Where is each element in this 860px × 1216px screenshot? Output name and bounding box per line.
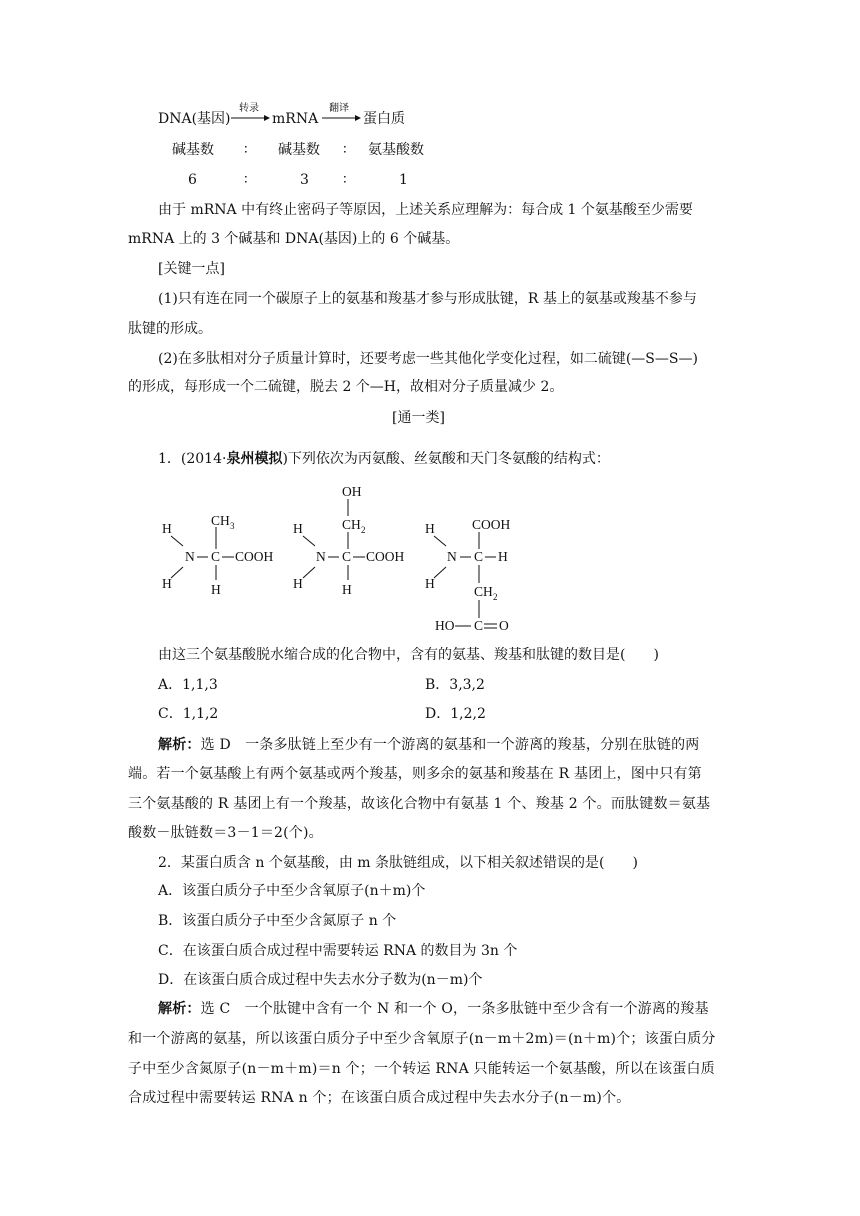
svg-text:HO: HO [435, 618, 455, 633]
text-line: 子中至少含氮原子(n－m＋m)＝n 个；一个转运 RNA 只能转运一个氨基酸，所以在该蛋白质 [128, 1061, 715, 1077]
svg-text:N: N [185, 549, 195, 564]
option-b: B．3,3,2 [425, 677, 485, 693]
text-line: (2)在多肽相对分子质量计算时，还要考虑一些其他化学变化过程，如二硫键(—S—S—) [158, 351, 698, 367]
text-line: 肽键的形成。 [128, 321, 212, 337]
amino-acid-structures [155, 482, 535, 637]
text-line: 选 C 一个肽键中含有一个 N 和一个 O，一条多肽链中至少含有一个游离的羧基 [200, 1001, 709, 1017]
svg-text:2: 2 [493, 592, 498, 602]
svg-text:H: H [293, 576, 303, 591]
text-line: 由于 mRNA 中有终止密码子等原因，上述关系应理解为：每合成 1 个氨基酸至少需要 [158, 202, 693, 218]
flow-value: 6 [188, 172, 197, 188]
flow-label: 碱基数 [172, 142, 214, 158]
svg-text:COOH: COOH [366, 549, 405, 564]
svg-text:O: O [499, 618, 509, 633]
serine-structure [293, 484, 405, 597]
svg-text:CH: CH [342, 517, 361, 532]
flow-translation-label: 翻译 [329, 103, 349, 114]
flow-label: 氨基酸数 [368, 142, 424, 158]
svg-text:H: H [342, 582, 352, 597]
svg-text:H: H [293, 521, 303, 536]
analysis-label: 解析： [158, 1001, 201, 1017]
svg-text:3: 3 [230, 521, 235, 531]
svg-text:CH: CH [474, 584, 493, 599]
option-d: D．1,2,2 [425, 706, 486, 722]
flow-ratio: ∶ [244, 142, 248, 158]
flow-value: 1 [399, 172, 408, 188]
svg-text:N: N [316, 549, 326, 564]
flow-protein: 蛋白质 [363, 111, 405, 127]
option-a: A．1,1,3 [158, 677, 218, 693]
svg-text:COOH: COOH [472, 517, 511, 532]
flow-ratio: ∶ [244, 172, 248, 188]
svg-text:H: H [498, 549, 508, 564]
text-line: 三个氨基酸的 R 基团上有一个羧基，故该化合物中有氨基 1 个、羧基 2 个。而肽键数＝氨基 [128, 796, 711, 812]
option-d: D．在该蛋白质合成过程中失去水分子数为(n－m)个 [158, 972, 483, 988]
question-stem: 2．某蛋白质含 n 个氨基酸，由 m 条肽链组成，以下相关叙述错误的是( ) [158, 855, 638, 871]
analysis-label: 解析： [158, 737, 201, 753]
svg-text:N: N [447, 549, 457, 564]
flow-value: 3 [300, 172, 309, 188]
svg-text:C: C [474, 618, 484, 633]
flow-transcription-label: 转录 [239, 103, 259, 114]
text-line: 酸数－肽链数＝3－1＝2(个)。 [128, 825, 323, 841]
text-line: 的形成，每形成一个二硫键，脱去 2 个—H，故相对分子质量减少 2。 [128, 379, 564, 395]
svg-text:H: H [425, 576, 435, 591]
alanine-structure [162, 513, 274, 597]
svg-text:2: 2 [361, 525, 366, 535]
right-arrow-icon [231, 112, 271, 124]
text-line: 端。若一个氨基酸上有两个氨基或两个羧基，则多余的氨基和羧基在 R 基团上，图中只有第 [128, 766, 702, 782]
key-point-title: [关键一点] [158, 261, 225, 277]
option-c: C．在该蛋白质合成过程中需要转运 RNA 的数目为 3n 个 [158, 943, 518, 959]
text-line: 和一个游离的氨基，所以该蛋白质分子中至少含氧原子(n－m＋2m)＝(n＋m)个；该蛋白质分 [128, 1031, 716, 1047]
flow-mrna: mRNA [272, 111, 319, 127]
text-line: (1)只有连在同一个碳原子上的氨基和羧基才参与形成肽键，R 基上的氨基或羧基不参与 [158, 291, 697, 307]
svg-text:H: H [162, 521, 172, 536]
flow-ratio: ∶ [343, 172, 347, 188]
aspartate-structure [425, 517, 511, 633]
svg-text:H: H [211, 582, 221, 597]
svg-text:H: H [162, 576, 172, 591]
right-arrow-icon [322, 112, 362, 124]
flow-label: 碱基数 [278, 142, 320, 158]
option-b: B．该蛋白质分子中至少含氮原子 n 个 [158, 913, 397, 929]
flow-ratio: ∶ [343, 142, 347, 158]
flow-dna: DNA(基因) [158, 111, 231, 127]
svg-text:C: C [474, 549, 484, 564]
option-c: C．1,1,2 [158, 706, 219, 722]
svg-text:CH: CH [211, 513, 230, 528]
question-prompt: 由这三个氨基酸脱水缩合成的化合物中，含有的氨基、羧基和肽键的数目是( ) [158, 647, 659, 663]
question-stem: 1．(2014·泉州模拟)下列依次为丙氨酸、丝氨酸和天门冬氨酸的结构式： [158, 451, 610, 467]
svg-text:C: C [211, 549, 221, 564]
text-line: 合成过程中需要转运 RNA n 个；在该蛋白质合成过程中失去水分子(n－m)个。 [128, 1090, 631, 1106]
svg-text:C: C [342, 549, 352, 564]
text-line: mRNA 上的 3 个碱基和 DNA(基因)上的 6 个碱基。 [128, 231, 460, 247]
svg-text:COOH: COOH [235, 549, 274, 564]
section-title: [通一类] [392, 410, 445, 426]
svg-text:H: H [425, 521, 435, 536]
option-a: A．该蛋白质分子中至少含氧原子(n＋m)个 [158, 883, 426, 899]
text-line: 选 D 一条多肽链上至少有一个游离的氨基和一个游离的羧基，分别在肽链的两 [200, 737, 700, 753]
svg-text:OH: OH [342, 484, 362, 499]
